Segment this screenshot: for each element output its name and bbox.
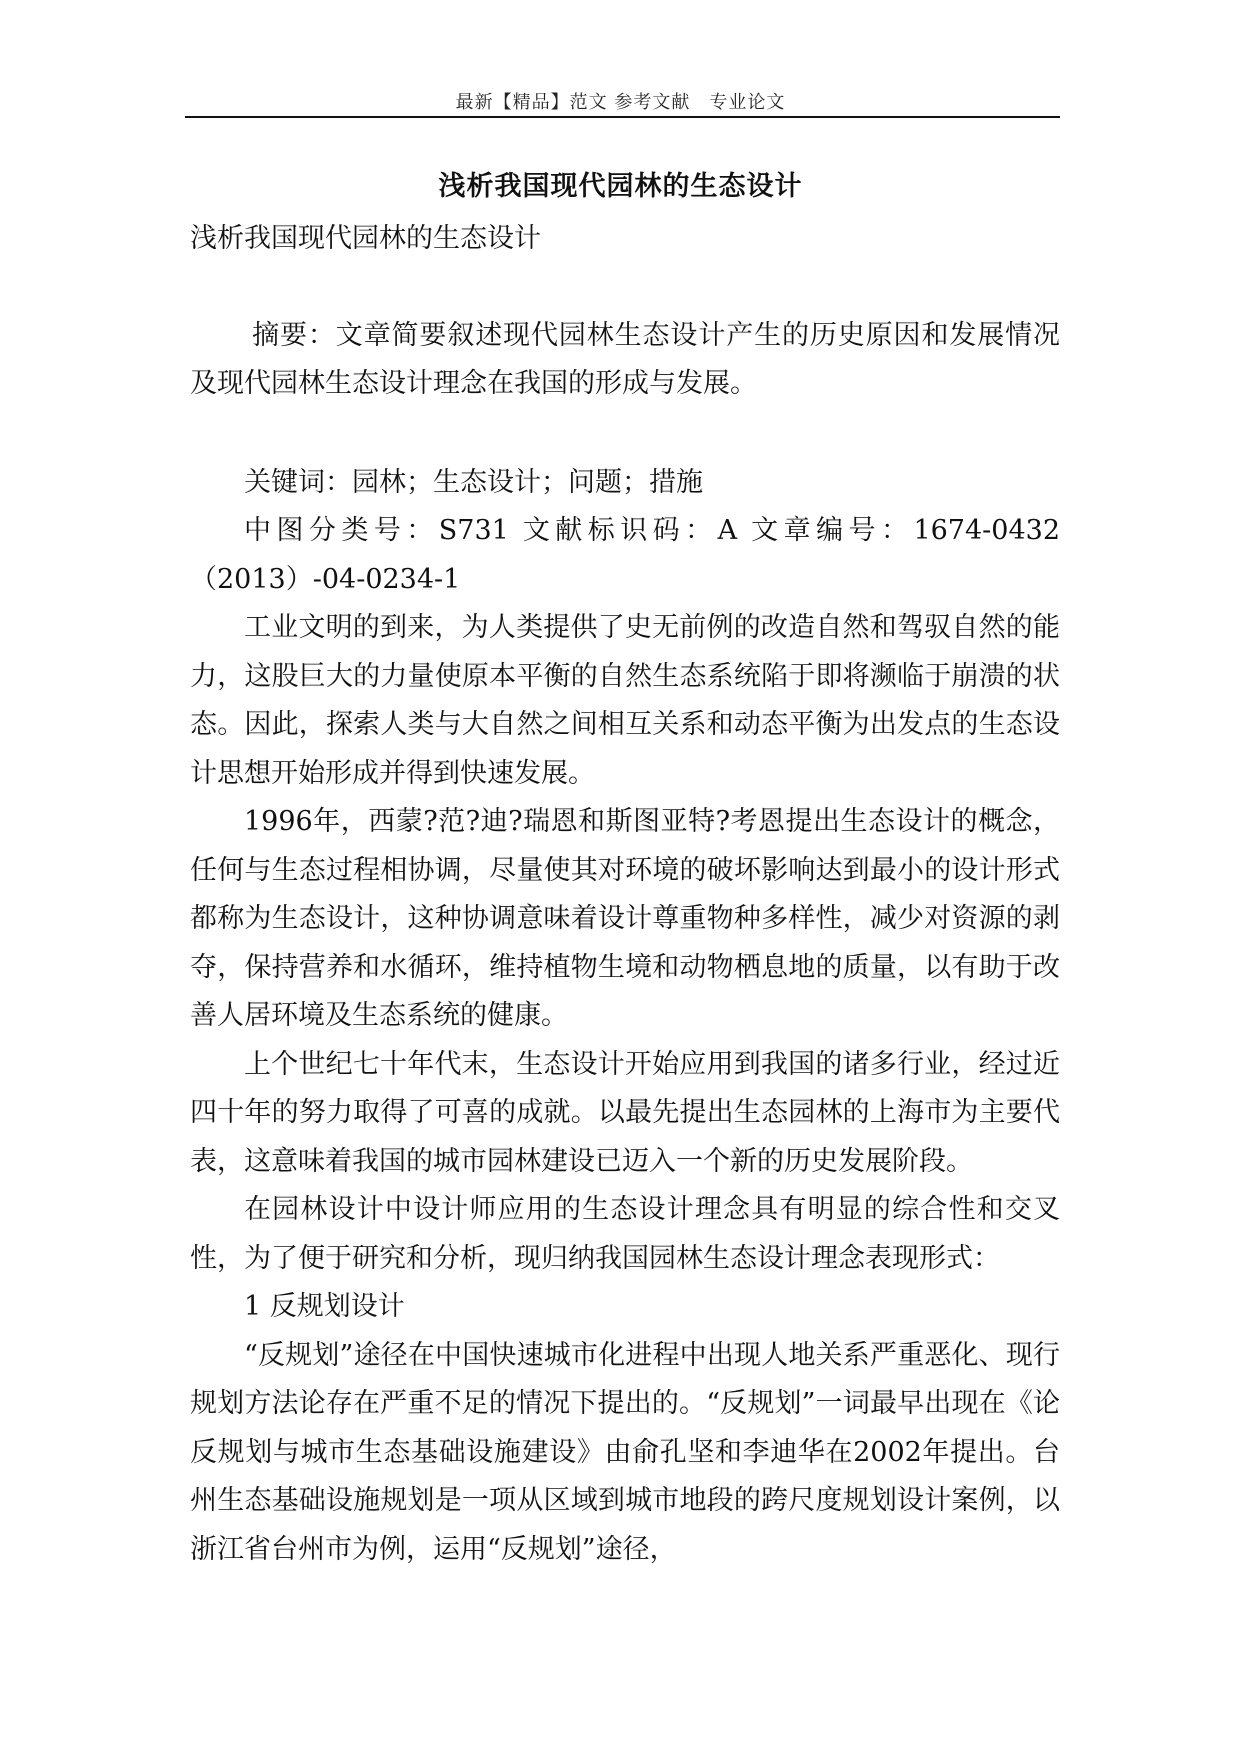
document-subtitle: 浅析我国现代园林的生态设计: [190, 223, 541, 254]
abstract-paragraph: 摘要：文章简要叙述现代园林生态设计产生的历史原因和发展情况及现代园林生态设计理念在我国的形成与发展。: [190, 319, 1060, 399]
section-heading: 1 反规划设计: [244, 1291, 405, 1322]
section-paragraph: “反规划”途径在中国快速城市化进程中出现人地关系严重恶化、现行规划方法论存在严重不足的情况下提出的。“反规划”一词最早出现在《论反规划与城市生态基础设施建设》由俞孔坚和李迪华在2002年提出。台州生态基础设施规划是一项从区域到城市地段的跨尺度规划设计案例，以浙江省台州市为例，运用“反规划”途径，: [190, 1339, 1060, 1565]
body-paragraph: 1996年，西蒙?范?迪?瑞恩和斯图亚特?考恩提出生态设计的概念，任何与生态过程相协调，尽量使其对环境的破坏影响达到最小的设计形式都称为生态设计，这种协调意味着设计尊重物种多样性，减少对资源的剥夺，保持营养和水循环，维持植物生境和动物栖息地的质量，以有助于改善人居环境及生态系统的健康。: [190, 806, 1060, 1031]
body-paragraph: 在园林设计中设计师应用的生态设计理念具有明显的综合性和交叉性，为了便于研究和分析，现归纳我国园林生态设计理念表现形式：: [190, 1194, 1060, 1274]
body-paragraph: 上个世纪七十年代末，生态设计开始应用到我国的诸多行业，经过近四十年的努力取得了可喜的成就。以最先提出生态园林的上海市为主要代表，这意味着我国的城市园林建设已迈入一个新的历史发展阶段。: [190, 1048, 1060, 1177]
header-divider: [185, 116, 1060, 118]
classification-line: 中图分类号：S731 文献标识码：A 文章编号：1674-0432（2013）-04-0234-1: [190, 515, 1060, 595]
document-title: 浅析我国现代园林的生态设计: [438, 171, 803, 202]
body-paragraph: 工业文明的到来，为人类提供了史无前例的改造自然和驾驭自然的能力，这股巨大的力量使原本平衡的自然生态系统陷于即将濒临于崩溃的状态。因此，探索人类与大自然之间相互关系和动态平衡为出发点的生态设计思想开始形成并得到快速发展。: [190, 612, 1060, 789]
document-body: [190, 215, 1060, 1574]
keywords-line: 关键词：园林；生态设计；问题；措施: [244, 466, 703, 498]
running-header: 最新【精品】范文 参考文献 专业论文: [455, 92, 786, 113]
